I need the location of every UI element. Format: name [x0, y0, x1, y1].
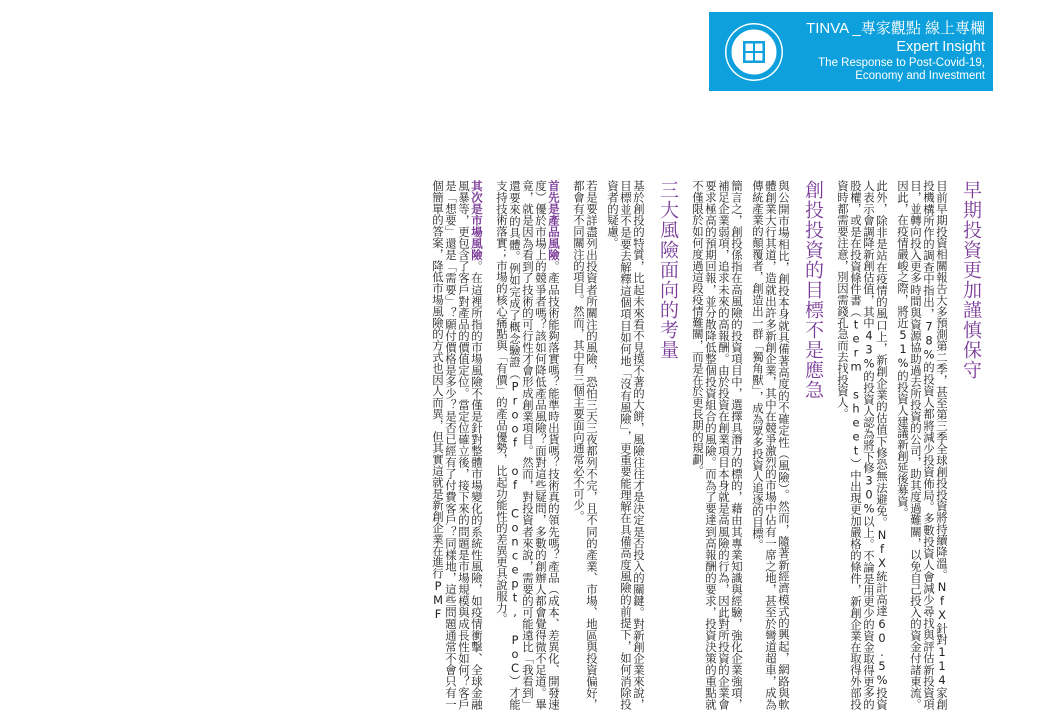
article-body — [52, 180, 982, 710]
section-heading-three-risks: 三大風險面向的考量 — [657, 180, 679, 360]
lead-market-risk: 其次是市場風險 — [470, 180, 484, 261]
paragraph: 基於創投的特質，比起未來看不見摸不著的大餅，風險往往才是決定是否投入的關鍵。對新創企業來說，目標並不是要去解釋這個項目如何地「沒有風險」，更重要能理解在具備高度風險的前提下，如何消除投資者的疑慮。 — [606, 180, 646, 710]
banner-subtitle: Expert Insight — [896, 39, 985, 55]
paragraph: 目前早期投資相關報告大多預測第二季，甚至第三季全球創投投資將持續降溫。NfX針對114家創投機構所作的調查中指出，78%的投資人都將減少投資佈局。多數投資人會減少尋找與評估新投資項目，並轉向投入更多時間與資源協助過去所投資的公司，助其度過難關，以免自己投入的資金付諸東流。因此，在疫情嚴峻之際，將近51%的投資人建議新創延後募資。 — [896, 180, 949, 710]
section-heading-early-investment: 早期投資更加謹慎保守 — [960, 180, 982, 380]
paragraph: 與公開市場相比，創投本身就具備著高度的不確定性（風險）。然而，隨著新經濟模式的興起，網路與軟體創業大行其道，造就出許多新創企業，其中在競爭激烈的市場中佔有一席之地，甚至於彎道超車，成為傳統產業的顛覆者，創造出一群「獨角獸」，成為眾多投資人追逐的目標。 — [751, 180, 791, 710]
paragraph-text: 。在這裡所指的市場風險不僅是針對整體市場變化的系統性風險，如疫情衝擊、全球金融風暴等，更包含了客戶對產品的價值定位。當定位確立後，接下來的問題是市場規模與成長性如何？客戶是「想要」還是「需要」？願付價格是多少？是否已經有了付費客戶？同樣地，這些問題通常不會只有一個簡單的答案，降低市場風險的方式也因人而異，但其實這就是新創企業在進行PMF — [431, 180, 484, 710]
paragraph-market-risk — [431, 180, 483, 710]
paragraph: 簡言之，創投係指在高風險的投資項目中，選擇具潛力的標的，藉由其專業知識與經驗，強化企業強項，補足企業弱項，追求未來的高報酬。由於投資在創業項目本身就是高風險的行為，因此對所投資的企業會要求極高的預期回報，並分散降低整個投資組合的風險。而為了要達到高報酬的要求，投資決策的重點就不僅限於如何度過這段疫情難關，而是在於更長期的規劃。 — [691, 180, 744, 710]
paragraph: 此外，除非是站在疫情的風口上，新創企業的估值下修恐無法避免。NfX統計高達60.5%投資人表示會調降新創估值，其中43%的投資人認為將下修30%以上。不論是用更少的資金取得更多的股權，或是在投資條件書（term sheet）中出現更加嚴格的條件，新創企業在取得外部投資時都需要注意，別因需錢孔急而去找投資人。 — [836, 180, 889, 710]
banner-tagline-line2: Economy and Investment — [855, 70, 985, 82]
section-heading-vc-goal: 創投投資的目標不是應急 — [802, 180, 824, 400]
paragraph: 若是要詳盡列出投資者所關注的風險，恐怕三天三夜都列不完，且不同的產業、市場、地區與投資偏好，都會有不同關注的項目。然而，其中有三個主要面向通常必不可少。 — [572, 180, 599, 710]
banner-title: TINVA _專家觀點 線上專欄 — [806, 20, 985, 37]
paragraph-product-risk — [495, 180, 560, 710]
banner-tagline-line1: The Response to Post-Covid-19, — [818, 57, 985, 69]
paragraph-text: 。產品技術能夠落實嗎？能準時出貨嗎？技術真的領先嗎？產品（成本、差異化、開發速度）優於市場上的競爭者嗎？該如何降低產品風險？面對這些疑問，多數的創辦人都會覺得微不足道。畢竟，就是因為看到了技術的可行性才會形成創業項目。然而，對投資者來說，需要的可能遠比「我看到」還要來的具體。例如完成了概念驗證（Proof of Concept, PoC）才能支持技術落實；市場的核心痛點與「有價」的產品優勢，比起功能性的差異更具說服力。 — [495, 180, 561, 710]
lead-product-risk: 首先是產品風險 — [547, 180, 561, 261]
banner-text — [806, 19, 985, 83]
tinva-logo-icon — [725, 23, 783, 81]
brand-banner — [709, 12, 993, 91]
